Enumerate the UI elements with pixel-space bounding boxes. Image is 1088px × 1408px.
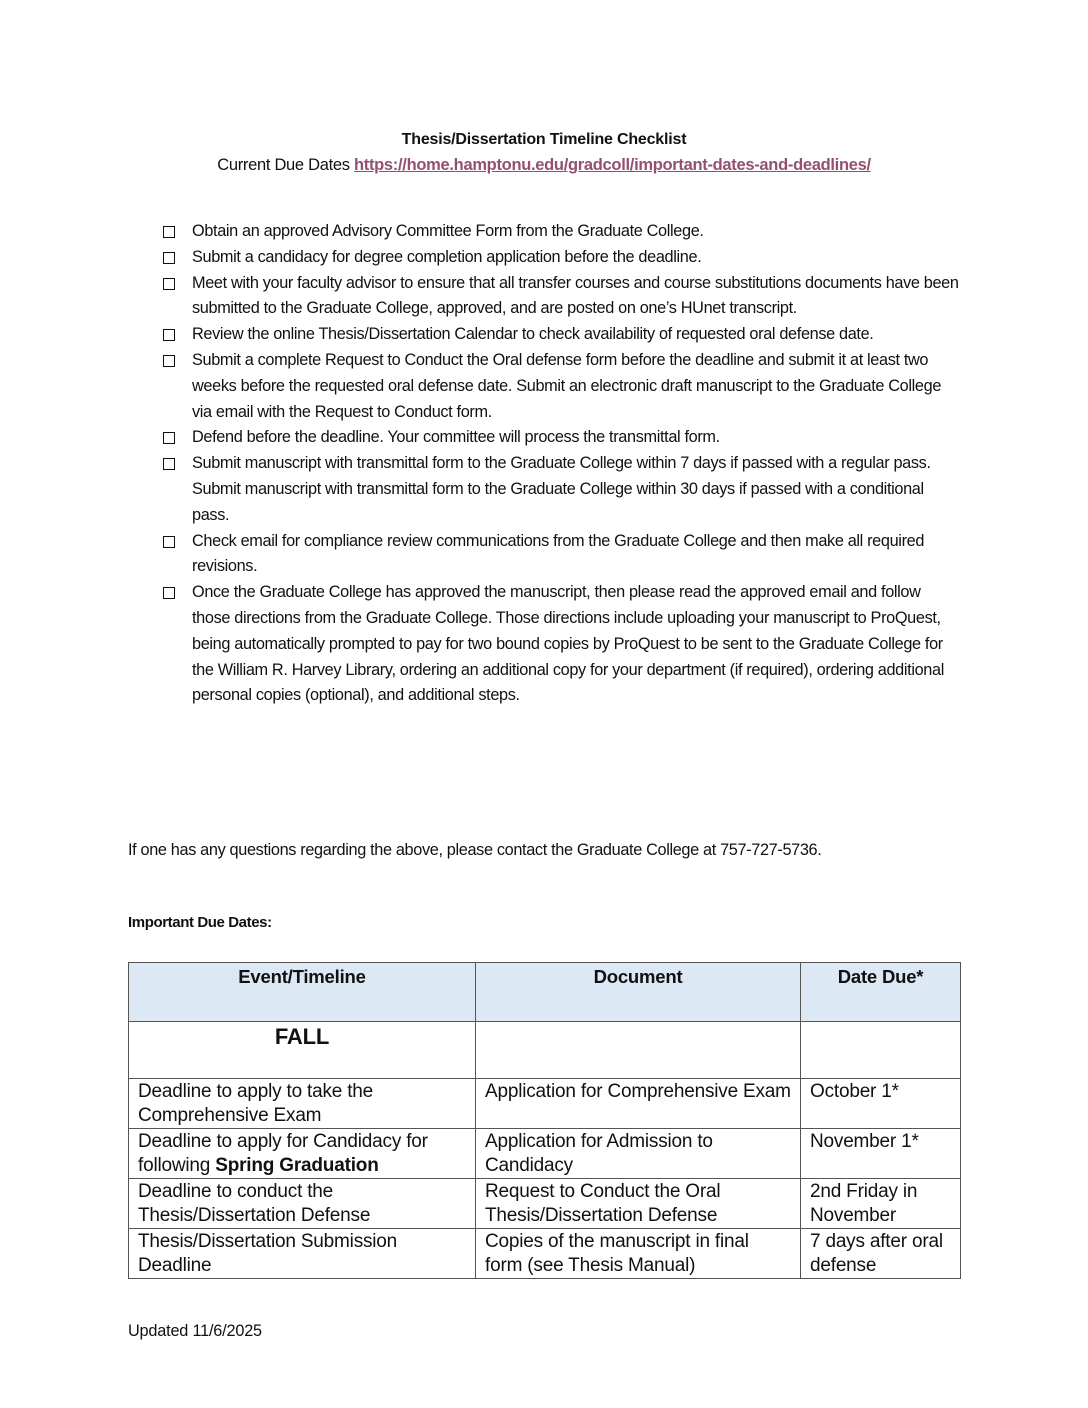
table-row <box>129 1229 961 1279</box>
document-cell: Application for Comprehensive Exam <box>476 1079 801 1129</box>
date-cell: November 1* <box>801 1129 961 1179</box>
column-header-event: Event/Timeline <box>129 963 476 1022</box>
season-row <box>129 1022 961 1079</box>
due-dates-link[interactable]: https://home.hamptonu.edu/gradcoll/important-dates-and-deadlines/ <box>353 156 871 174</box>
checklist-item <box>162 245 962 271</box>
checkbox-icon[interactable] <box>163 226 175 238</box>
event-cell <box>129 1229 476 1279</box>
date-cell: 7 days after oral defense <box>801 1229 961 1279</box>
current-due-dates-label: Current Due Dates <box>217 156 354 174</box>
checklist-item <box>162 348 962 425</box>
event-text: Deadline to apply to take the Comprehensive Exam <box>138 1081 374 1126</box>
checklist-item-text: Once the Graduate College has approved the manuscript, then please read the approved email and follow those directions from the Graduate College. Those directions include uploading your manuscript to ProQuest, being automatically prompted to pay for two bound copies by ProQuest to be sent to the Graduate College for the William R. Harvey Library, ordering an additional copy for your department (if required), ordering additional personal copies (optional), and additional steps. <box>192 583 944 705</box>
checklist-item-text: Submit a complete Request to Conduct the Oral defense form before the deadline and submit it at least two weeks before the requested oral defense date. Submit an electronic draft manuscript to the Graduate College via email with the Request to Conduct form. <box>192 350 942 421</box>
contact-info: If one has any questions regarding the above, please contact the Graduate College at 757-727-5736. <box>128 841 822 859</box>
empty-cell <box>476 1022 801 1079</box>
document-cell: Copies of the manuscript in final form (see Thesis Manual) <box>476 1229 801 1279</box>
checkbox-icon[interactable] <box>163 432 175 444</box>
season-label: FALL <box>129 1022 476 1079</box>
checkbox-icon[interactable] <box>163 536 175 548</box>
event-text: Thesis/Dissertation Submission Deadline <box>138 1231 398 1276</box>
checklist-item <box>162 219 962 245</box>
checklist-item <box>162 425 962 451</box>
document-cell: Request to Conduct the Oral Thesis/Dissertation Defense <box>476 1179 801 1229</box>
document-cell: Application for Admission to Candidacy <box>476 1129 801 1179</box>
empty-cell <box>801 1022 961 1079</box>
date-cell: October 1* <box>801 1079 961 1129</box>
checklist-item <box>162 271 962 323</box>
event-text: Deadline to apply for Candidacy for following <box>138 1131 428 1176</box>
current-due-dates-line <box>0 156 1088 175</box>
checkbox-icon[interactable] <box>163 458 175 470</box>
checkbox-icon[interactable] <box>163 355 175 367</box>
checklist-item-text: Defend before the deadline. Your committee will process the transmittal form. <box>192 428 720 447</box>
checkbox-icon[interactable] <box>163 252 175 264</box>
table-header-row <box>129 963 961 1022</box>
checkbox-icon[interactable] <box>163 278 175 290</box>
checklist-item-text: Submit manuscript with transmittal form to the Graduate College within 7 days if passed with a regular pass. Submit manuscript with transmittal form to the Graduate College within 30 days if passed with a conditional pass. <box>192 454 931 524</box>
checklist-item <box>162 322 962 348</box>
checklist-item-text: Review the online Thesis/Dissertation Calendar to check availability of requested oral defense date. <box>192 325 874 344</box>
event-cell <box>129 1129 476 1179</box>
due-dates-table <box>128 962 961 1279</box>
table-row <box>129 1179 961 1229</box>
table-row <box>129 1079 961 1129</box>
checklist-item-text: Submit a candidacy for degree completion application before the deadline. <box>192 247 702 266</box>
event-cell <box>129 1079 476 1129</box>
event-emphasis: Spring Graduation <box>215 1155 379 1176</box>
updated-date: Updated 11/6/2025 <box>128 1322 262 1340</box>
table-row <box>129 1129 961 1179</box>
column-header-document: Document <box>476 963 801 1022</box>
date-cell: 2nd Friday in November <box>801 1179 961 1229</box>
checklist-item-text: Check email for compliance review communications from the Graduate College and then make all required revisions. <box>192 531 925 576</box>
document-title: Thesis/Dissertation Timeline Checklist <box>401 131 687 148</box>
timeline-checklist <box>162 219 962 709</box>
checklist-item-text: Meet with your faculty advisor to ensure that all transfer courses and course substitutions documents have been submitted to the Graduate College, approved, and are posted on one’s HUnet transcript. <box>192 273 959 318</box>
checkbox-icon[interactable] <box>163 329 175 341</box>
event-text: Deadline to conduct the Thesis/Dissertation Defense <box>138 1181 371 1226</box>
checklist-item-text: Obtain an approved Advisory Committee Form from the Graduate College. <box>192 222 704 240</box>
checkbox-icon[interactable] <box>163 587 175 599</box>
checklist-item <box>162 529 962 581</box>
checklist-item <box>162 451 962 528</box>
column-header-date-due: Date Due* <box>801 963 961 1022</box>
important-due-dates-heading: Important Due Dates: <box>128 914 272 931</box>
checklist-item <box>162 580 962 709</box>
event-cell <box>129 1179 476 1229</box>
